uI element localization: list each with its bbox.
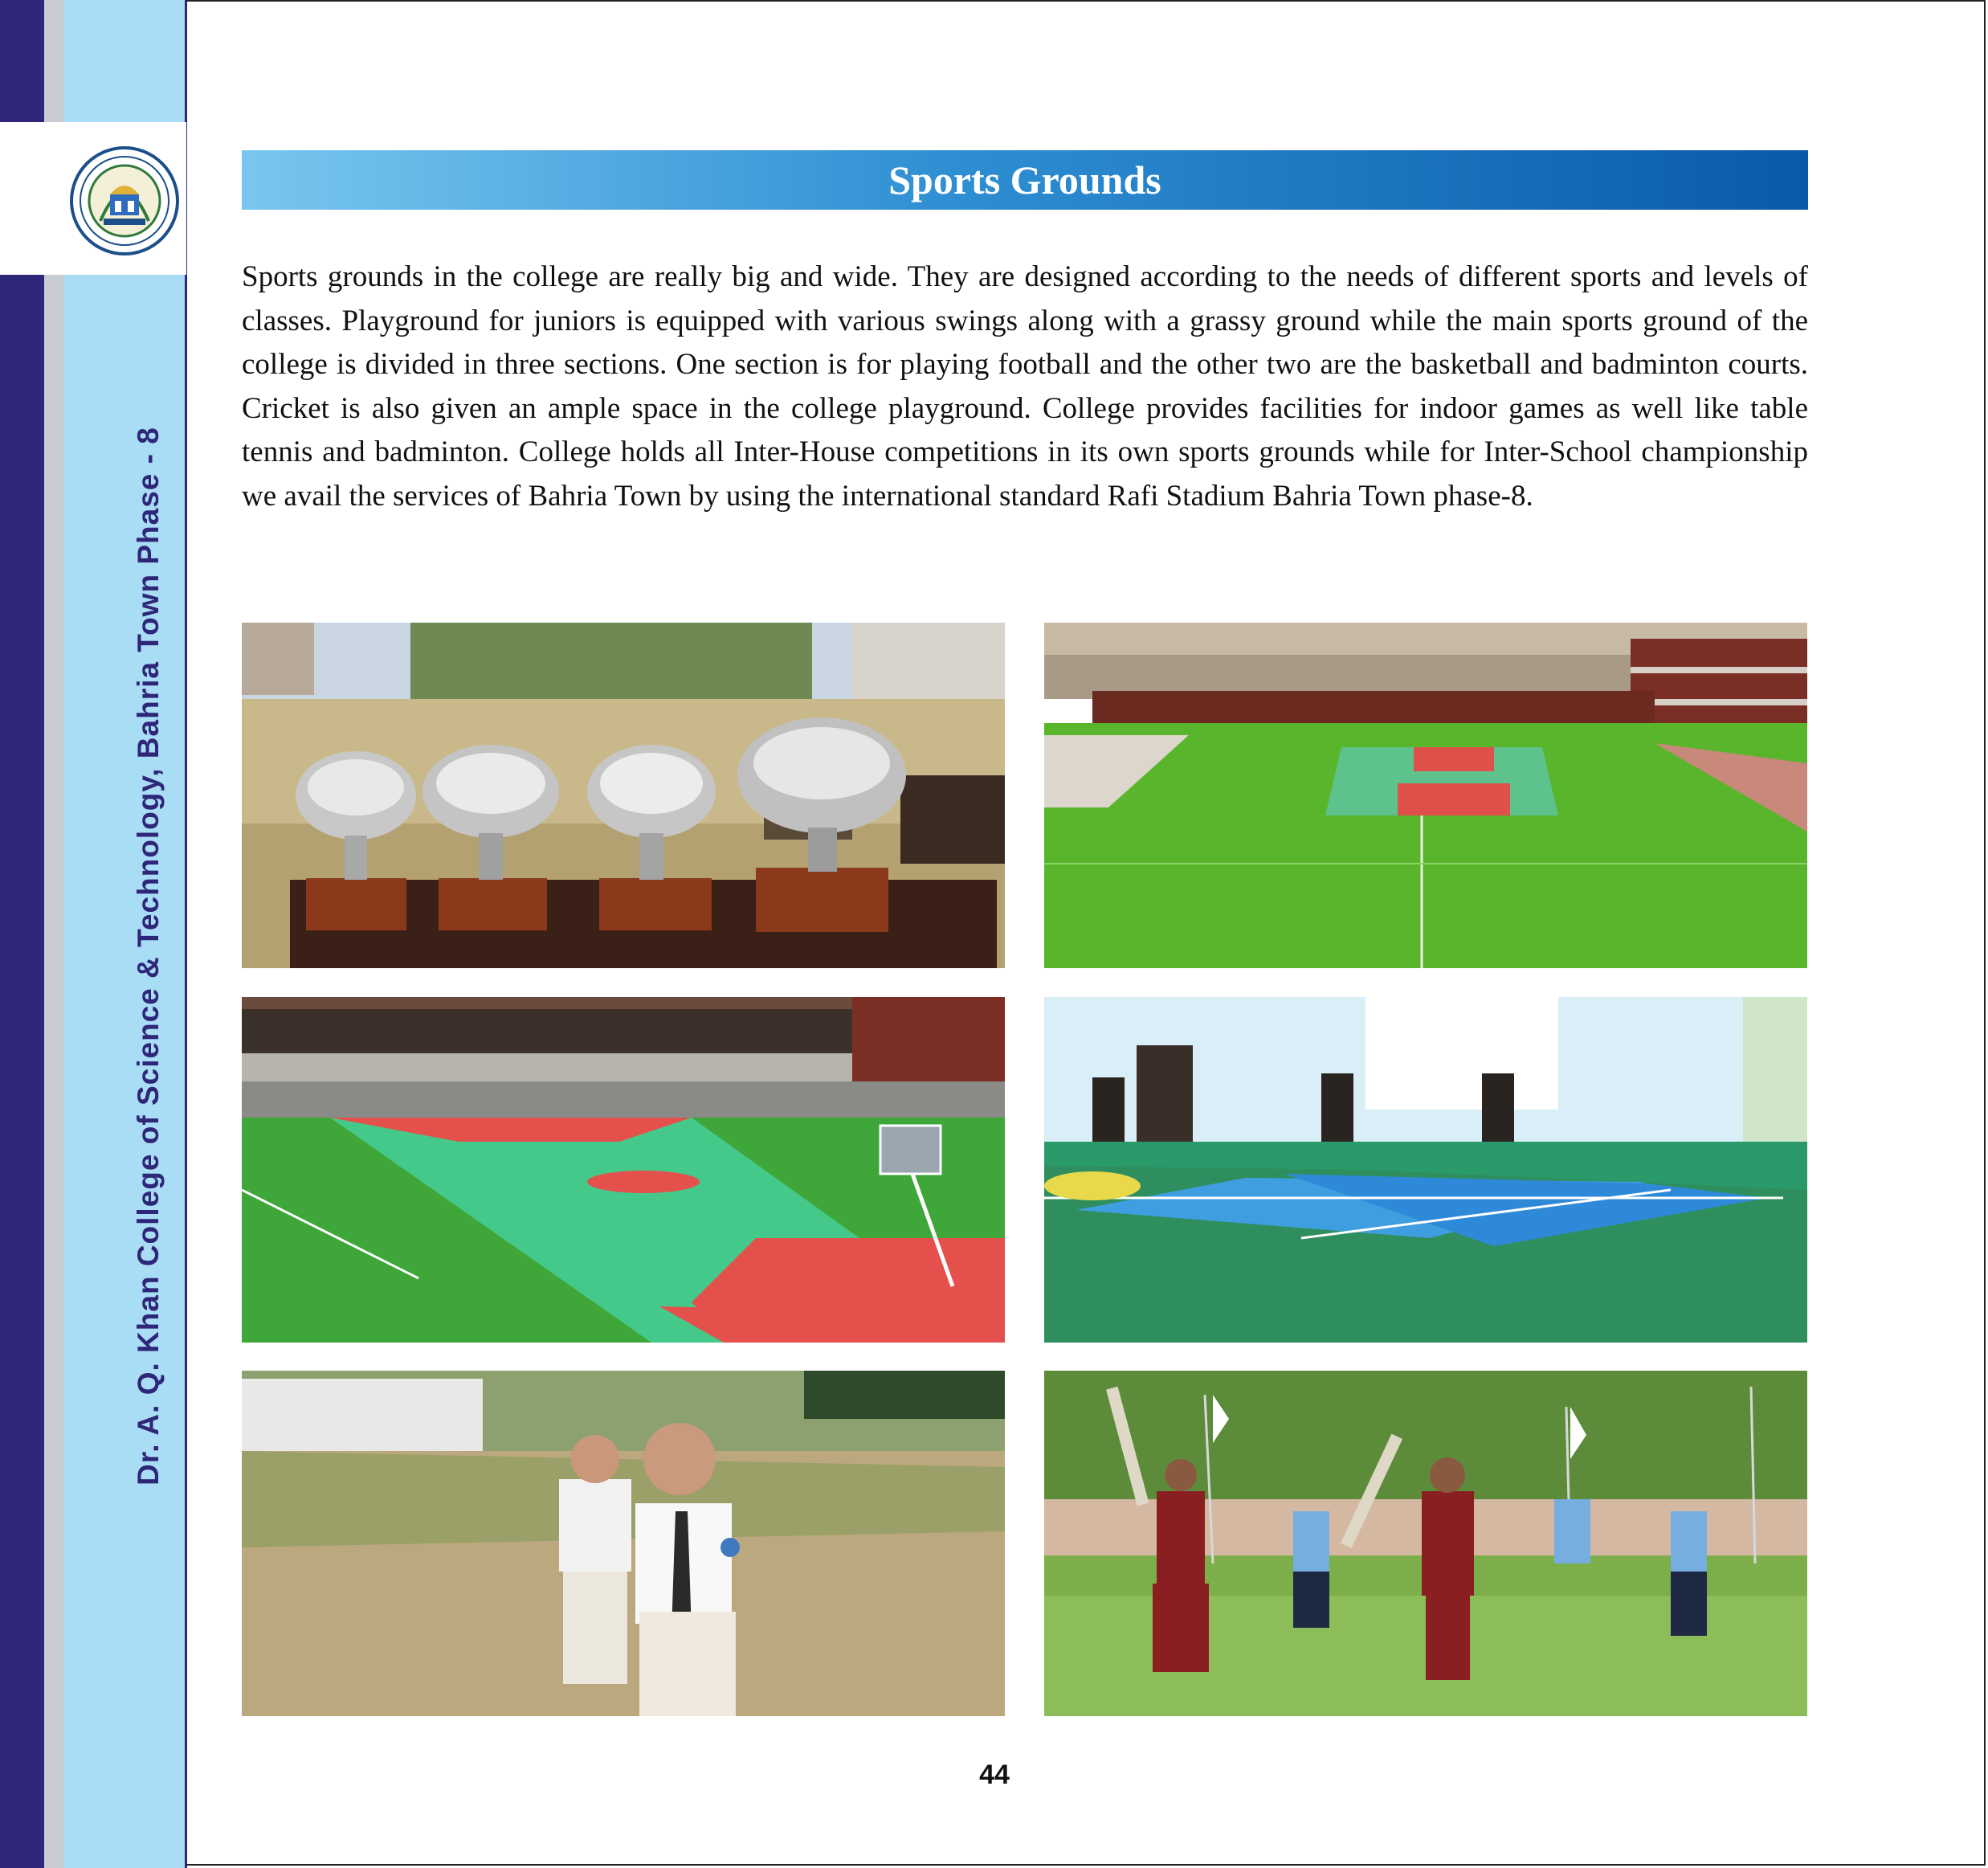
heading-bar <box>242 150 1808 210</box>
page-number: 44 <box>979 1760 1010 1790</box>
side-title: Dr. A. Q. Khan College of Science & Technology, Bahria Town Phase - 8 <box>132 427 165 1486</box>
page-heading: Sports Grounds <box>888 157 1161 202</box>
photo-cricket-celebration <box>1044 1371 1807 1716</box>
side-band-navy <box>0 0 44 1868</box>
photo-indoor-court <box>1044 997 1807 1343</box>
body-paragraph: Sports grounds in the college are really big and wide. They are designed according to the needs of different sports and levels of classes. Playground for juniors is equipped with various swings along with a grassy ground while the main sports ground of the college is divided in three sections. One section is for playing football and the other two are the basketball and badminton courts. Cricket is also given an ample space in the college playground. College provides facilities for indoor games as well like table tennis and badminton. College holds all Inter-House competitions in its own sports grounds while for Inter-School championship we avail the services of Bahria Town by using the international standard Rafi Stadium Bahria Town phase-8. <box>242 260 1808 513</box>
photo-basketball-court <box>242 997 1005 1343</box>
photo-aerial-ground <box>1044 623 1807 968</box>
side-band-gray <box>44 0 63 1868</box>
photo-sack-race <box>242 1371 1005 1716</box>
photo-trophies <box>242 623 1005 968</box>
college-logo-icon <box>68 145 181 257</box>
